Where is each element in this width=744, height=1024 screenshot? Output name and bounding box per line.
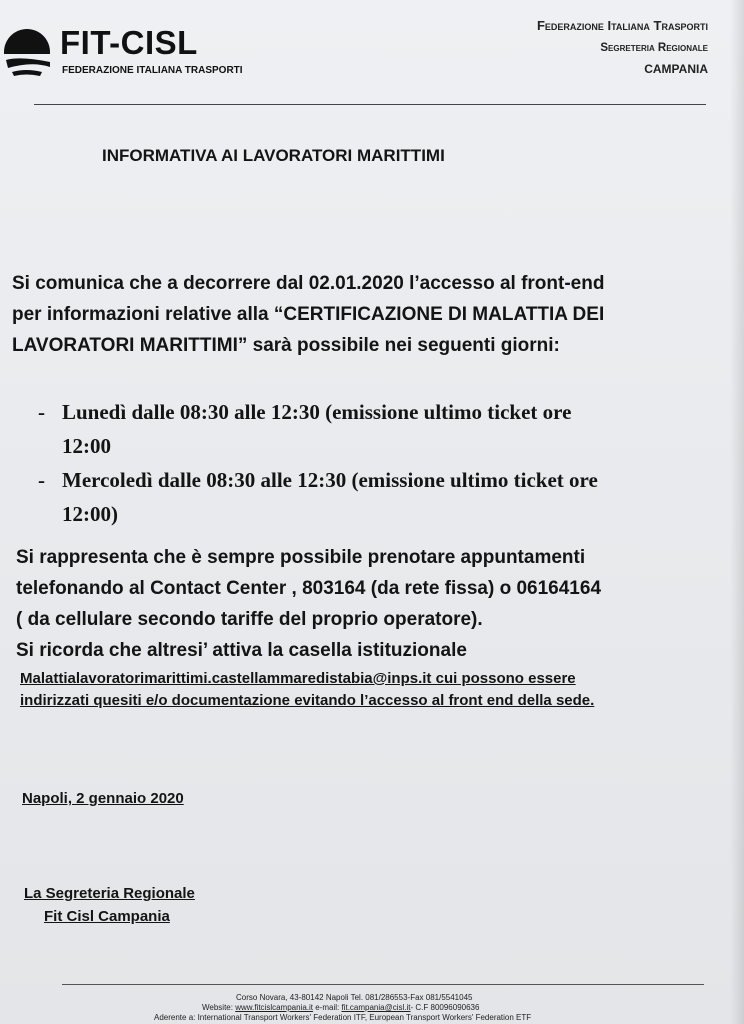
footer [140, 993, 740, 1023]
email-line: Malattialavoratorimarittimi.castellammaredistabia@inps.it cui possono essere [20, 670, 576, 687]
schedule-line: 12:00 [62, 434, 111, 458]
footer-affiliation: Aderente a: International Transport Workers' Federation ITF, European Transport Workers' Federation ETF [154, 1013, 532, 1022]
header-federation: Federazione Italiana Trasporti [536, 18, 708, 33]
contact-line: telefonando al Contact Center , 803164 (da rete fissa) o 06164164 [16, 578, 602, 599]
contact-line: Si rappresenta che è sempre possibile prenotare appuntamenti [16, 547, 586, 568]
schedule-line: Mercoledì dalle 08:30 alle 12:30 (emissione ultimo ticket ore [62, 468, 598, 492]
header-divider [34, 104, 706, 105]
header-region: CAMPANIA [644, 62, 708, 76]
schedule-line: 12:00) [62, 502, 118, 526]
footer-email-label: e-mail: [313, 1003, 342, 1012]
signature-block [24, 882, 195, 928]
footer-tax-code: - C.F 80096090636 [410, 1003, 480, 1012]
intro-paragraph [12, 268, 724, 361]
document-date: Napoli, 2 gennaio 2020 [22, 790, 184, 807]
contact-line: Si ricorda che altresi’ attiva la casella istituzionale [16, 640, 467, 661]
schedule-line: Lunedì dalle 08:30 alle 12:30 (emissione ultimo ticket ore [62, 400, 572, 424]
schedule-item-wednesday [38, 463, 728, 531]
email-paragraph [20, 668, 720, 712]
contact-line: ( da cellulare secondo tariffe del proprio operatore). [16, 609, 483, 630]
intro-line: Si comunica che a decorrere dal 02.01.2020 l’accesso al front-end [12, 273, 605, 294]
intro-line: LAVORATORI MARITTIMI” sarà possibile nei seguenti giorni: [12, 335, 560, 356]
list-dash: - [38, 400, 45, 424]
contact-paragraph [16, 542, 728, 666]
document-heading: INFORMATIVA AI LAVORATORI MARITTIMI [102, 146, 445, 165]
footer-contacts [140, 1003, 740, 1013]
footer-email: fit.campania@cisl.it [341, 1003, 411, 1012]
fit-cisl-logo [2, 24, 243, 84]
schedule-item-monday [38, 395, 728, 463]
intro-line: per informazioni relative alla “CERTIFICAZIONE DI MALATTIA DEI [12, 304, 605, 325]
page-shadow [730, 0, 744, 1024]
header-secretariat: Segreteria Regionale [600, 42, 708, 54]
footer-website-label: Website: [202, 1003, 236, 1012]
signature-line2: Fit Cisl Campania [44, 908, 170, 925]
header-organization [537, 18, 708, 76]
footer-divider [62, 984, 704, 985]
footer-website: www.fitcislcampania.it [235, 1003, 314, 1012]
list-dash: - [38, 468, 45, 492]
footer-address: Corso Novara, 43-80142 Napoli Tel. 081/286553-Fax 081/5541045 [236, 993, 473, 1002]
email-line: indirizzati quesiti e/o documentazione evitando l’accesso al front end della sede. [20, 692, 595, 709]
schedule-list [38, 395, 728, 531]
logo-title: FIT-CISL [60, 24, 198, 61]
signature-line1: La Segreteria Regionale [24, 885, 195, 902]
logo-mark-icon [2, 26, 52, 78]
logo-subtitle: FEDERAZIONE ITALIANA TRASPORTI [62, 65, 243, 76]
